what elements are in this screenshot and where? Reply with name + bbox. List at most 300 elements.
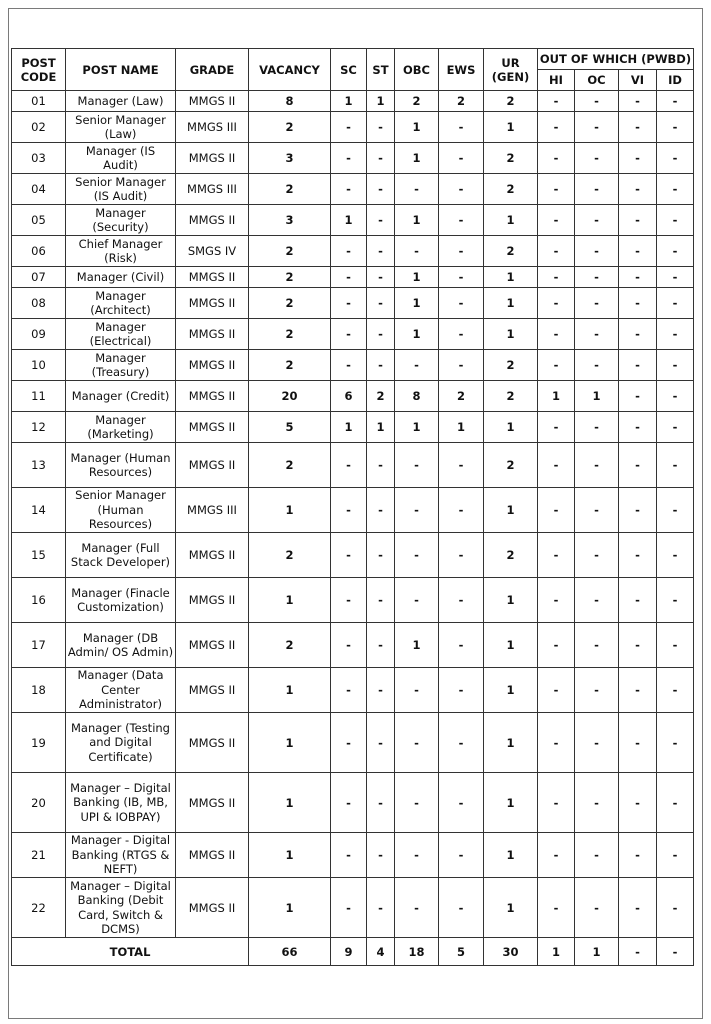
cell-oc: -	[575, 533, 619, 578]
table-row	[12, 112, 694, 143]
total-oc: 1	[575, 938, 619, 966]
cell-sc: -	[331, 236, 367, 267]
cell-ews: -	[439, 773, 484, 833]
cell-ur: 1	[484, 412, 538, 443]
cell-vi: -	[619, 443, 657, 488]
cell-oc: -	[575, 878, 619, 938]
cell-obc: -	[395, 773, 439, 833]
cell-grade: MMGS II	[176, 267, 249, 288]
cell-sc: 1	[331, 412, 367, 443]
cell-grade: MMGS II	[176, 668, 249, 713]
cell-vi: -	[619, 878, 657, 938]
cell-ur: 1	[484, 878, 538, 938]
cell-ews: -	[439, 205, 484, 236]
cell-st: -	[367, 443, 395, 488]
cell-vi: -	[619, 623, 657, 668]
cell-name: Manager (Electrical)	[66, 319, 176, 350]
cell-vi: -	[619, 533, 657, 578]
cell-ur: 2	[484, 91, 538, 112]
cell-vi: -	[619, 319, 657, 350]
cell-sc: -	[331, 713, 367, 773]
cell-sc: -	[331, 174, 367, 205]
header-vi: VI	[619, 70, 657, 91]
total-vacancy: 66	[249, 938, 331, 966]
cell-st: -	[367, 267, 395, 288]
cell-grade: MMGS II	[176, 533, 249, 578]
cell-id: -	[657, 205, 694, 236]
table-body	[12, 91, 694, 938]
cell-obc: 1	[395, 112, 439, 143]
table-row	[12, 205, 694, 236]
cell-hi: -	[538, 443, 575, 488]
cell-ews: -	[439, 533, 484, 578]
cell-code: 13	[12, 443, 66, 488]
cell-vacancy: 2	[249, 319, 331, 350]
cell-id: -	[657, 578, 694, 623]
cell-sc: -	[331, 143, 367, 174]
cell-ews: -	[439, 319, 484, 350]
table-row	[12, 578, 694, 623]
cell-grade: MMGS II	[176, 773, 249, 833]
cell-ur: 1	[484, 623, 538, 668]
cell-name: Senior Manager (IS Audit)	[66, 174, 176, 205]
cell-oc: -	[575, 412, 619, 443]
table-row	[12, 443, 694, 488]
cell-obc: 1	[395, 205, 439, 236]
cell-vacancy: 1	[249, 878, 331, 938]
cell-ur: 1	[484, 713, 538, 773]
table-row	[12, 319, 694, 350]
cell-vacancy: 2	[249, 174, 331, 205]
cell-name: Manager (Credit)	[66, 381, 176, 412]
cell-ur: 2	[484, 443, 538, 488]
cell-hi: -	[538, 623, 575, 668]
cell-vi: -	[619, 236, 657, 267]
cell-id: -	[657, 443, 694, 488]
cell-oc: -	[575, 288, 619, 319]
cell-name: Manager – Digital Banking (Debit Card, Switch & DCMS)	[66, 878, 176, 938]
cell-vacancy: 2	[249, 350, 331, 381]
cell-oc: -	[575, 319, 619, 350]
cell-code: 01	[12, 91, 66, 112]
cell-code: 02	[12, 112, 66, 143]
cell-id: -	[657, 236, 694, 267]
cell-ur: 1	[484, 112, 538, 143]
cell-st: -	[367, 578, 395, 623]
table-row	[12, 833, 694, 878]
cell-oc: -	[575, 833, 619, 878]
cell-vacancy: 3	[249, 205, 331, 236]
header-vacancy: VACANCY	[249, 49, 331, 91]
cell-name: Senior Manager (Law)	[66, 112, 176, 143]
cell-st: -	[367, 112, 395, 143]
cell-ews: 2	[439, 91, 484, 112]
cell-hi: -	[538, 412, 575, 443]
cell-ews: 2	[439, 381, 484, 412]
cell-name: Manager (Human Resources)	[66, 443, 176, 488]
cell-grade: MMGS II	[176, 833, 249, 878]
cell-id: -	[657, 112, 694, 143]
cell-id: -	[657, 488, 694, 533]
cell-name: Manager (IS Audit)	[66, 143, 176, 174]
cell-vi: -	[619, 773, 657, 833]
table-row	[12, 623, 694, 668]
table-row	[12, 878, 694, 938]
cell-grade: MMGS II	[176, 623, 249, 668]
cell-ews: -	[439, 174, 484, 205]
cell-ur: 1	[484, 833, 538, 878]
header-post-code: POST CODE	[12, 49, 66, 91]
total-sc: 9	[331, 938, 367, 966]
cell-oc: -	[575, 668, 619, 713]
cell-st: -	[367, 773, 395, 833]
cell-vacancy: 20	[249, 381, 331, 412]
cell-ur: 2	[484, 533, 538, 578]
cell-name: Manager (Data Center Administrator)	[66, 668, 176, 713]
cell-id: -	[657, 623, 694, 668]
cell-hi: -	[538, 878, 575, 938]
cell-hi: -	[538, 319, 575, 350]
cell-grade: MMGS II	[176, 91, 249, 112]
table-row	[12, 236, 694, 267]
cell-name: Chief Manager (Risk)	[66, 236, 176, 267]
cell-hi: -	[538, 205, 575, 236]
cell-sc: -	[331, 319, 367, 350]
cell-hi: -	[538, 833, 575, 878]
cell-st: -	[367, 488, 395, 533]
table-row	[12, 288, 694, 319]
cell-st: 1	[367, 412, 395, 443]
cell-obc: 2	[395, 91, 439, 112]
cell-sc: 1	[331, 91, 367, 112]
cell-obc: 1	[395, 288, 439, 319]
cell-oc: -	[575, 443, 619, 488]
cell-name: Manager (Treasury)	[66, 350, 176, 381]
cell-code: 10	[12, 350, 66, 381]
cell-obc: -	[395, 350, 439, 381]
table-row	[12, 713, 694, 773]
cell-hi: -	[538, 288, 575, 319]
cell-grade: MMGS III	[176, 112, 249, 143]
cell-oc: -	[575, 773, 619, 833]
cell-oc: -	[575, 488, 619, 533]
cell-grade: MMGS II	[176, 205, 249, 236]
header-st: ST	[367, 49, 395, 91]
table-row	[12, 412, 694, 443]
cell-vi: -	[619, 668, 657, 713]
cell-oc: -	[575, 205, 619, 236]
cell-id: -	[657, 412, 694, 443]
header-ews: EWS	[439, 49, 484, 91]
cell-vacancy: 2	[249, 112, 331, 143]
total-vi: -	[619, 938, 657, 966]
cell-name: Manager (Testing and Digital Certificate)	[66, 713, 176, 773]
cell-st: -	[367, 205, 395, 236]
cell-id: -	[657, 288, 694, 319]
cell-ews: 1	[439, 412, 484, 443]
cell-name: Manager (Architect)	[66, 288, 176, 319]
cell-ur: 1	[484, 668, 538, 713]
cell-ur: 2	[484, 236, 538, 267]
cell-vi: -	[619, 381, 657, 412]
cell-obc: -	[395, 443, 439, 488]
total-row	[12, 938, 694, 966]
cell-ur: 1	[484, 773, 538, 833]
cell-grade: SMGS IV	[176, 236, 249, 267]
cell-code: 12	[12, 412, 66, 443]
cell-hi: -	[538, 350, 575, 381]
cell-vi: -	[619, 91, 657, 112]
cell-ews: -	[439, 623, 484, 668]
cell-ur: 1	[484, 288, 538, 319]
cell-ews: -	[439, 488, 484, 533]
cell-id: -	[657, 174, 694, 205]
header-pwbd-group: OUT OF WHICH (PWBD)	[538, 49, 694, 70]
cell-vi: -	[619, 713, 657, 773]
cell-vacancy: 2	[249, 236, 331, 267]
cell-st: -	[367, 623, 395, 668]
cell-sc: -	[331, 623, 367, 668]
cell-grade: MMGS II	[176, 443, 249, 488]
cell-grade: MMGS II	[176, 578, 249, 623]
cell-ews: -	[439, 350, 484, 381]
cell-grade: MMGS II	[176, 350, 249, 381]
cell-ur: 1	[484, 578, 538, 623]
cell-hi: -	[538, 488, 575, 533]
cell-vacancy: 2	[249, 533, 331, 578]
table-row	[12, 488, 694, 533]
cell-vacancy: 1	[249, 773, 331, 833]
vacancy-table	[11, 48, 694, 966]
cell-vacancy: 1	[249, 713, 331, 773]
cell-sc: -	[331, 533, 367, 578]
cell-hi: -	[538, 91, 575, 112]
total-ur: 30	[484, 938, 538, 966]
cell-obc: -	[395, 578, 439, 623]
table-row	[12, 267, 694, 288]
cell-st: -	[367, 236, 395, 267]
cell-name: Senior Manager (Human Resources)	[66, 488, 176, 533]
cell-id: -	[657, 713, 694, 773]
cell-obc: -	[395, 174, 439, 205]
cell-vacancy: 1	[249, 668, 331, 713]
cell-id: -	[657, 773, 694, 833]
table-row	[12, 350, 694, 381]
cell-obc: -	[395, 878, 439, 938]
total-st: 4	[367, 938, 395, 966]
cell-st: -	[367, 878, 395, 938]
cell-vi: -	[619, 578, 657, 623]
cell-obc: -	[395, 668, 439, 713]
cell-ur: 2	[484, 174, 538, 205]
cell-vi: -	[619, 412, 657, 443]
cell-sc: -	[331, 578, 367, 623]
total-ews: 5	[439, 938, 484, 966]
cell-obc: -	[395, 533, 439, 578]
cell-ews: -	[439, 236, 484, 267]
total-label: TOTAL	[12, 938, 249, 966]
cell-ur: 2	[484, 350, 538, 381]
cell-name: Manager (Law)	[66, 91, 176, 112]
cell-obc: 1	[395, 319, 439, 350]
cell-hi: -	[538, 236, 575, 267]
cell-oc: -	[575, 91, 619, 112]
cell-vi: -	[619, 288, 657, 319]
table-row	[12, 773, 694, 833]
header-oc: OC	[575, 70, 619, 91]
cell-name: Manager (DB Admin/ OS Admin)	[66, 623, 176, 668]
cell-obc: -	[395, 488, 439, 533]
cell-obc: -	[395, 833, 439, 878]
cell-grade: MMGS II	[176, 319, 249, 350]
cell-oc: -	[575, 236, 619, 267]
header-hi: HI	[538, 70, 575, 91]
cell-sc: -	[331, 833, 367, 878]
total-id: -	[657, 938, 694, 966]
header-ur: UR (GEN)	[484, 49, 538, 91]
cell-code: 08	[12, 288, 66, 319]
header-sc: SC	[331, 49, 367, 91]
cell-name: Manager (Security)	[66, 205, 176, 236]
cell-vacancy: 1	[249, 488, 331, 533]
cell-sc: -	[331, 350, 367, 381]
cell-hi: -	[538, 174, 575, 205]
cell-st: -	[367, 833, 395, 878]
cell-vi: -	[619, 488, 657, 533]
cell-obc: 1	[395, 623, 439, 668]
cell-sc: -	[331, 488, 367, 533]
cell-st: -	[367, 143, 395, 174]
table-row	[12, 381, 694, 412]
cell-grade: MMGS II	[176, 412, 249, 443]
cell-grade: MMGS II	[176, 713, 249, 773]
cell-obc: -	[395, 236, 439, 267]
cell-code: 21	[12, 833, 66, 878]
cell-ews: -	[439, 288, 484, 319]
total-hi: 1	[538, 938, 575, 966]
table-row	[12, 174, 694, 205]
cell-vi: -	[619, 350, 657, 381]
cell-ur: 2	[484, 381, 538, 412]
cell-vacancy: 2	[249, 443, 331, 488]
cell-vacancy: 1	[249, 833, 331, 878]
header-grade: GRADE	[176, 49, 249, 91]
cell-obc: -	[395, 713, 439, 773]
cell-sc: -	[331, 668, 367, 713]
cell-oc: 1	[575, 381, 619, 412]
table-row	[12, 533, 694, 578]
cell-ews: -	[439, 713, 484, 773]
cell-ur: 1	[484, 488, 538, 533]
cell-grade: MMGS II	[176, 381, 249, 412]
cell-vi: -	[619, 205, 657, 236]
cell-ews: -	[439, 833, 484, 878]
cell-hi: -	[538, 267, 575, 288]
cell-vacancy: 1	[249, 578, 331, 623]
cell-sc: -	[331, 443, 367, 488]
cell-id: -	[657, 878, 694, 938]
cell-st: -	[367, 713, 395, 773]
cell-vi: -	[619, 174, 657, 205]
cell-code: 18	[12, 668, 66, 713]
cell-code: 17	[12, 623, 66, 668]
cell-id: -	[657, 350, 694, 381]
cell-sc: -	[331, 288, 367, 319]
cell-st: -	[367, 174, 395, 205]
cell-grade: MMGS III	[176, 488, 249, 533]
table-row	[12, 143, 694, 174]
cell-oc: -	[575, 713, 619, 773]
cell-code: 06	[12, 236, 66, 267]
cell-vacancy: 2	[249, 623, 331, 668]
cell-vacancy: 5	[249, 412, 331, 443]
cell-id: -	[657, 319, 694, 350]
cell-code: 20	[12, 773, 66, 833]
cell-code: 19	[12, 713, 66, 773]
cell-sc: 6	[331, 381, 367, 412]
cell-name: Manager (Civil)	[66, 267, 176, 288]
cell-ews: -	[439, 878, 484, 938]
cell-ur: 1	[484, 319, 538, 350]
cell-code: 22	[12, 878, 66, 938]
cell-code: 05	[12, 205, 66, 236]
cell-sc: -	[331, 878, 367, 938]
cell-sc: -	[331, 267, 367, 288]
cell-name: Manager (Finacle Customization)	[66, 578, 176, 623]
cell-code: 15	[12, 533, 66, 578]
cell-ur: 1	[484, 267, 538, 288]
cell-name: Manager - Digital Banking (RTGS & NEFT)	[66, 833, 176, 878]
cell-ews: -	[439, 578, 484, 623]
cell-st: -	[367, 533, 395, 578]
cell-sc: -	[331, 773, 367, 833]
cell-id: -	[657, 143, 694, 174]
cell-st: -	[367, 350, 395, 381]
cell-id: -	[657, 91, 694, 112]
cell-sc: 1	[331, 205, 367, 236]
cell-grade: MMGS II	[176, 143, 249, 174]
cell-hi: -	[538, 112, 575, 143]
cell-sc: -	[331, 112, 367, 143]
header-post-name: POST NAME	[66, 49, 176, 91]
cell-st: 2	[367, 381, 395, 412]
header-id: ID	[657, 70, 694, 91]
cell-oc: -	[575, 143, 619, 174]
cell-vi: -	[619, 143, 657, 174]
cell-obc: 1	[395, 143, 439, 174]
cell-code: 14	[12, 488, 66, 533]
cell-oc: -	[575, 578, 619, 623]
cell-code: 11	[12, 381, 66, 412]
cell-vacancy: 2	[249, 288, 331, 319]
cell-ews: -	[439, 143, 484, 174]
cell-id: -	[657, 668, 694, 713]
cell-ews: -	[439, 267, 484, 288]
cell-id: -	[657, 533, 694, 578]
cell-hi: -	[538, 578, 575, 623]
cell-st: 1	[367, 91, 395, 112]
cell-ews: -	[439, 112, 484, 143]
table-row	[12, 91, 694, 112]
cell-vacancy: 2	[249, 267, 331, 288]
cell-vacancy: 3	[249, 143, 331, 174]
cell-oc: -	[575, 174, 619, 205]
cell-id: -	[657, 381, 694, 412]
cell-obc: 8	[395, 381, 439, 412]
cell-hi: -	[538, 773, 575, 833]
cell-oc: -	[575, 350, 619, 381]
cell-hi: 1	[538, 381, 575, 412]
